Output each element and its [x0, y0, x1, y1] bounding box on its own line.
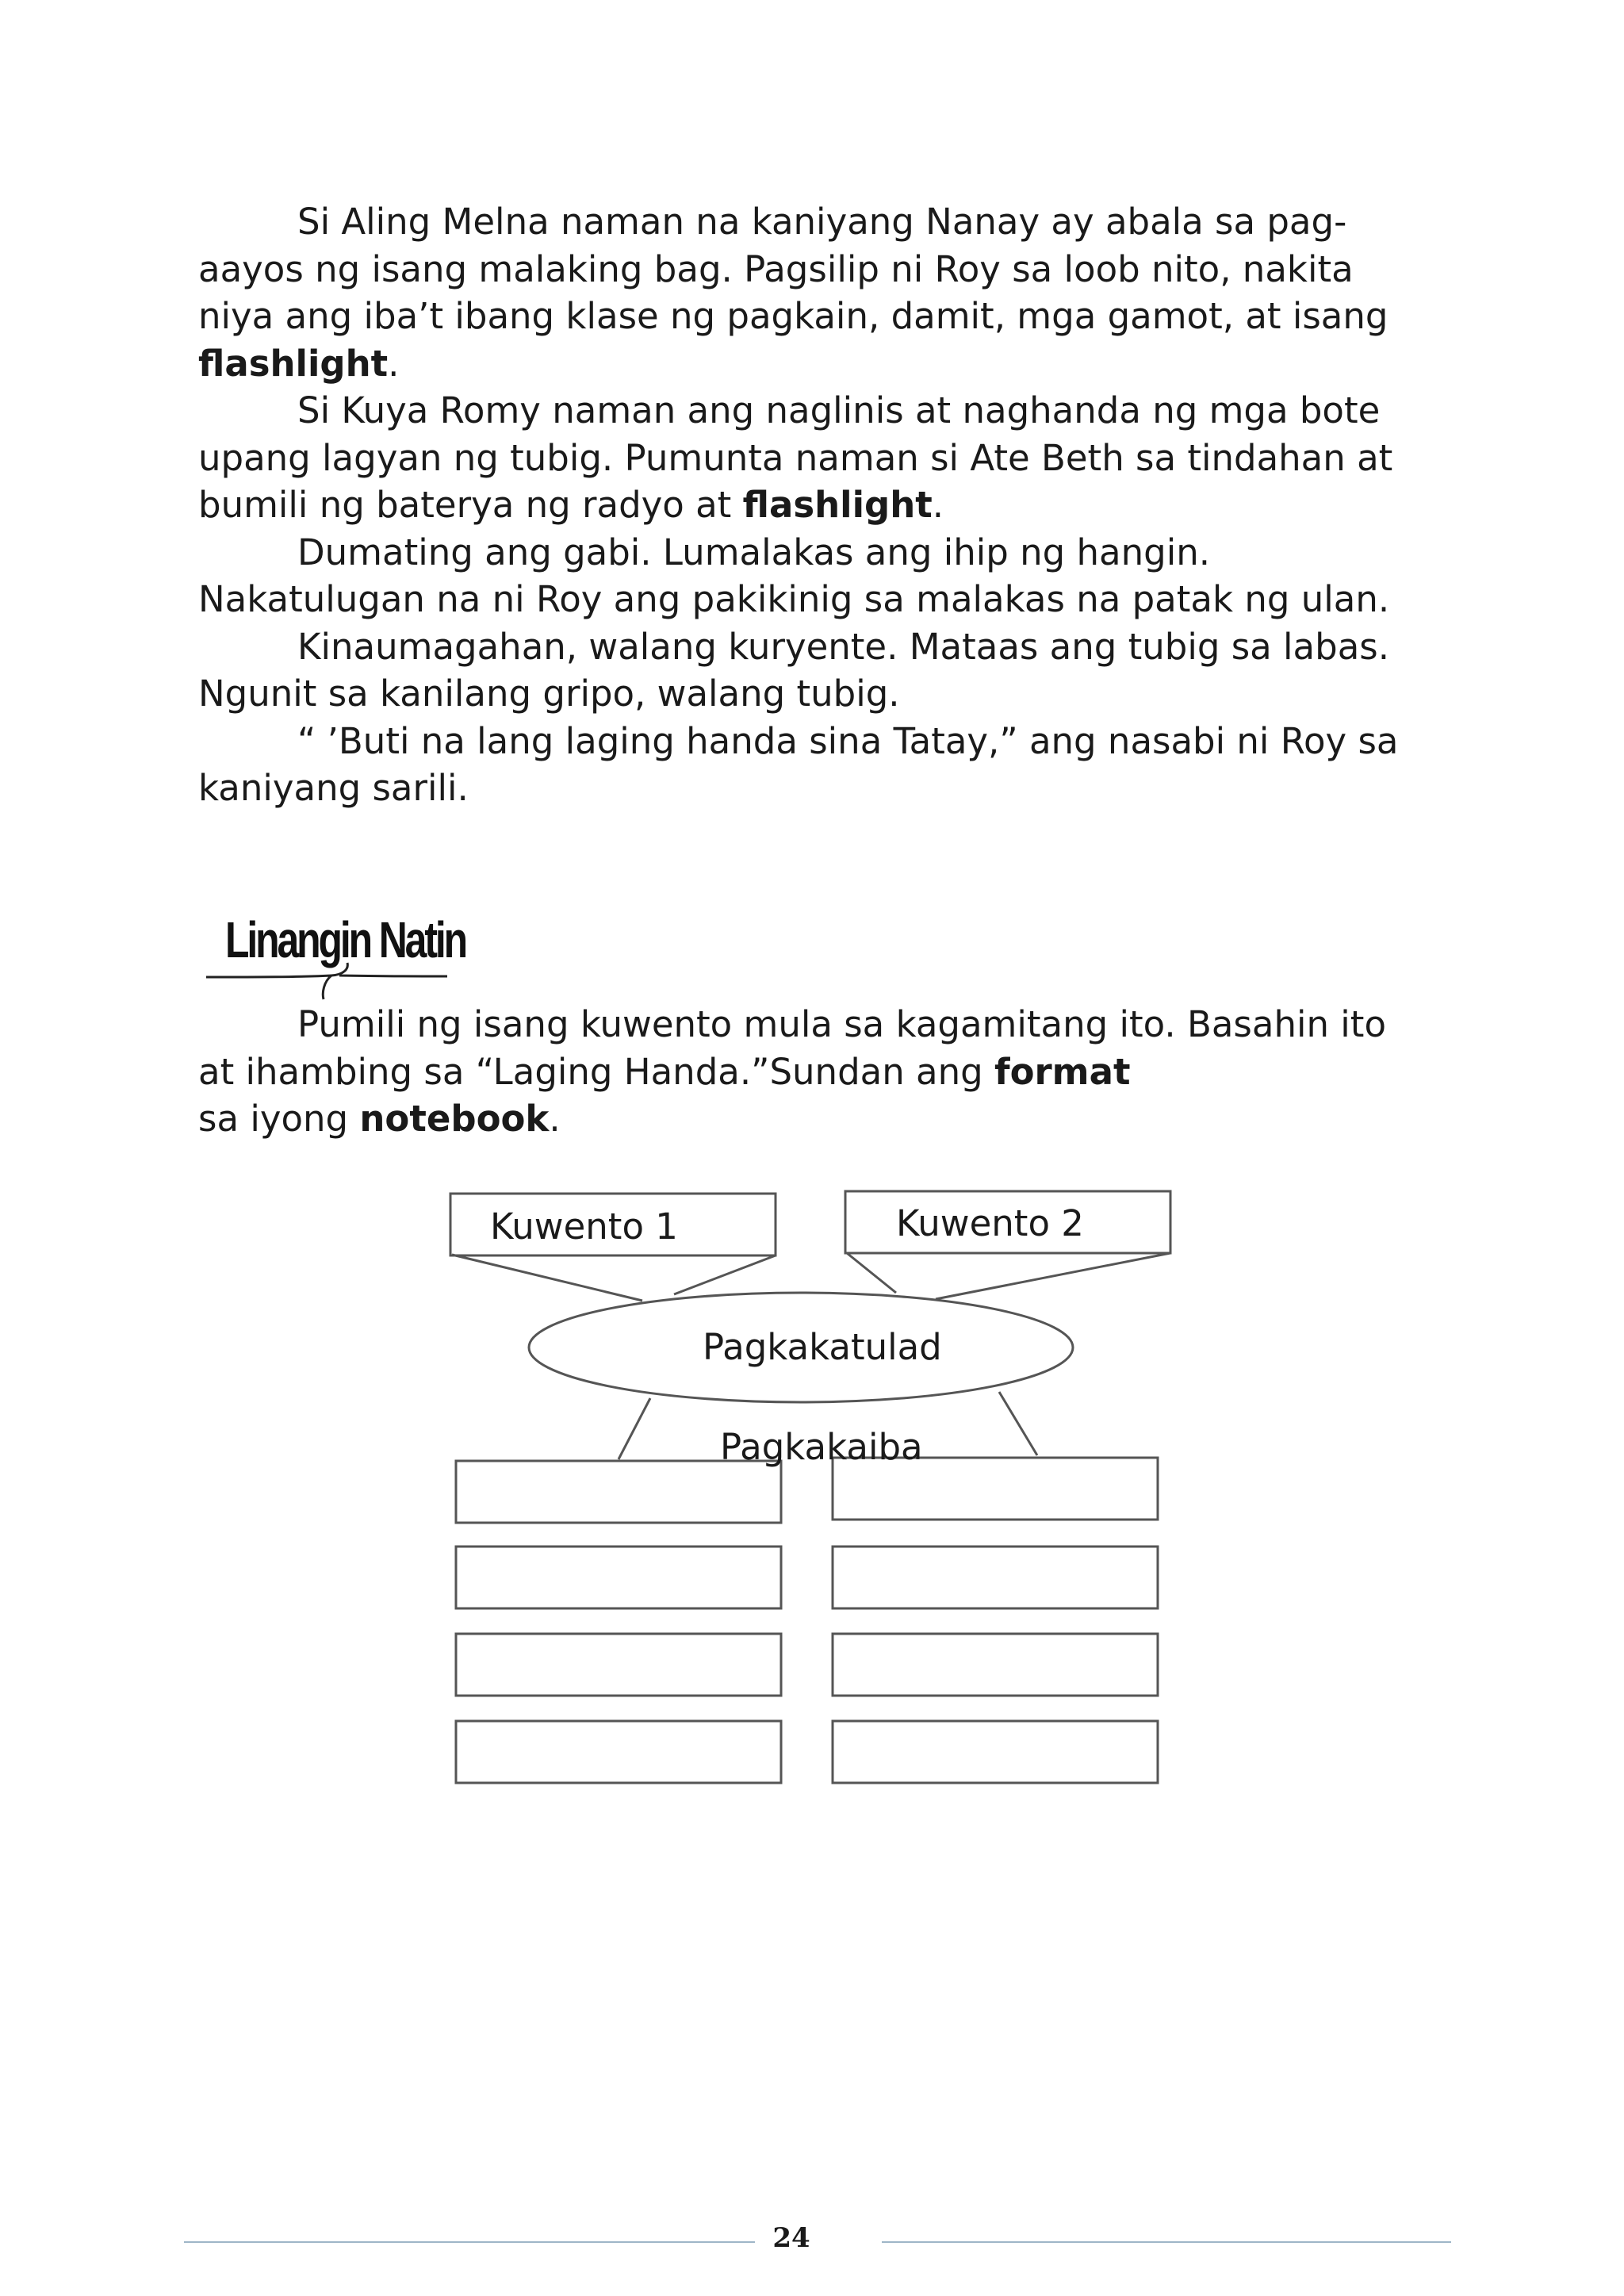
page-number: 24: [772, 2222, 810, 2254]
bold-notebook: notebook: [359, 1098, 550, 1140]
instruction-text: [198, 1001, 1435, 1143]
comparison-diagram: [428, 1174, 1189, 1808]
instruction-line-2: at ihambing sa “Laging Handa.”Sundan ang format: [198, 1050, 1131, 1093]
connector-left-top: [452, 1255, 642, 1301]
bold-format: format: [994, 1050, 1131, 1093]
story-paragraph: Si Kuya Romy naman ang naglinis at naghanda ng mga bote upang lagyan ng tubig. Pumunta naman si Ate Beth sa tindahan at bumili ng baterya ng radyo at flashlight.: [198, 389, 1393, 526]
difference-box-right-2: [833, 1547, 1158, 1608]
story2-label: Kuwento 2: [896, 1202, 1084, 1244]
difference-box-right-4: [833, 1721, 1158, 1783]
section-heading: [205, 910, 465, 998]
instruction-line-1: Pumili ng isang kuwento mula sa kagamitang ito. Basahin ito: [297, 1003, 1386, 1045]
connector-left-bottom: [619, 1398, 650, 1459]
bold-term: flashlight: [742, 484, 933, 526]
story1-label: Kuwento 1: [490, 1205, 678, 1248]
story-paragraph: “ ’Buti na lang laging handa sina Tatay,” ang nasabi ni Roy sa kaniyang sarili.: [198, 719, 1399, 809]
footer-line-right: [882, 2241, 1451, 2243]
heading-swash-decoration: [205, 955, 450, 1002]
footer-line-left: [184, 2241, 755, 2243]
story-paragraph: Dumating ang gabi. Lumalakas ang ihip ng hangin. Nakatulugan na ni Roy ang pakikinig sa malakas na patak ng ulan.: [198, 531, 1390, 620]
diagram-shapes: [428, 1174, 1189, 1808]
bold-term: flashlight: [198, 342, 389, 385]
story-text: [198, 198, 1435, 812]
connector-right-bottom: [999, 1392, 1037, 1455]
story-paragraph: Kinaumagahan, walang kuryente. Mataas ang tubig sa labas. Ngunit sa kanilang gripo, walang tubig.: [198, 625, 1390, 715]
connector-left-top-2: [674, 1255, 776, 1294]
connector-right-top-2: [936, 1253, 1170, 1299]
difference-box-left-1: [456, 1461, 781, 1523]
section-heading-title: Linangin Natin: [225, 911, 465, 968]
difference-label: Pagkakaiba: [720, 1426, 923, 1468]
connector-right-top: [847, 1253, 896, 1293]
difference-box-left-2: [456, 1547, 781, 1608]
story-paragraph: Si Aling Melna naman na kaniyang Nanay ay abala sa pag-aayos ng isang malaking bag. Pagsilip ni Roy sa loob nito, nakita niya ang iba’t ibang klase ng pagkain, damit, mga gamot, at isang flashlight.: [198, 201, 1388, 385]
difference-box-right-3: [833, 1634, 1158, 1696]
similarity-label: Pagkakatulad: [703, 1326, 942, 1368]
difference-box-left-3: [456, 1634, 781, 1696]
difference-box-left-4: [456, 1721, 781, 1783]
instruction-line-3: sa iyong notebook.: [198, 1098, 561, 1140]
